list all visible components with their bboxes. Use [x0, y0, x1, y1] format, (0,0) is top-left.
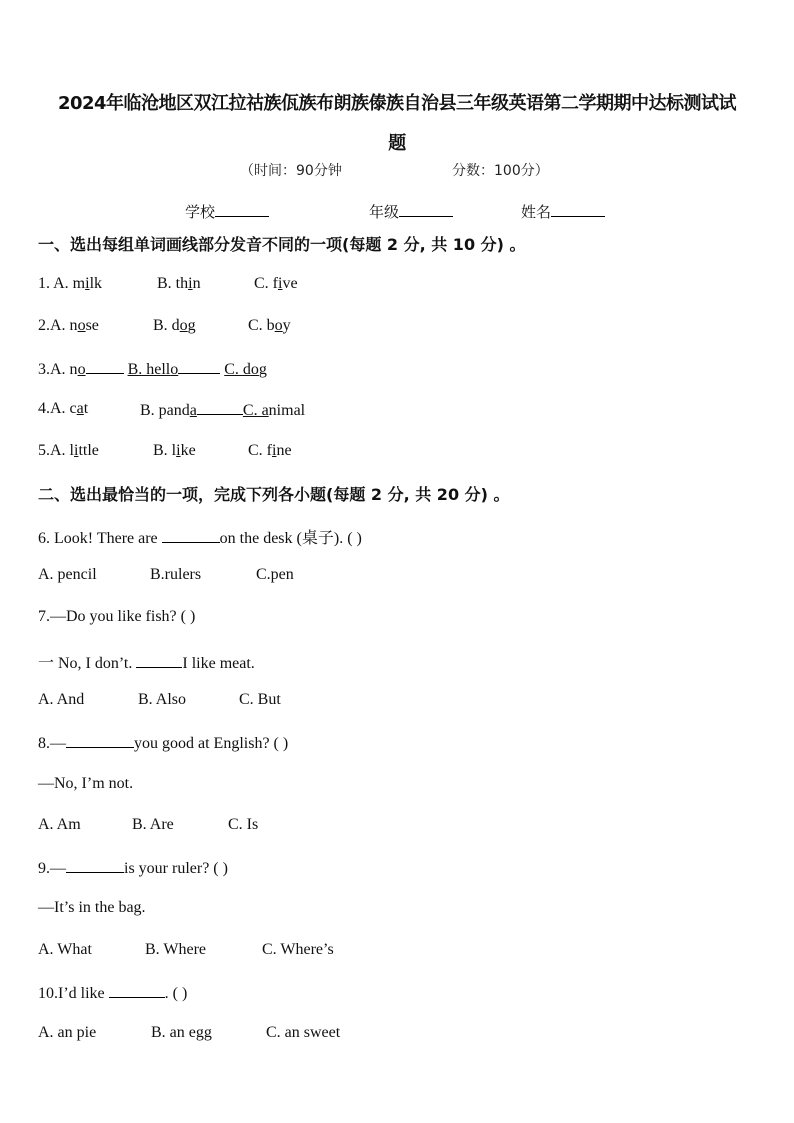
name-field: [521, 201, 605, 222]
grade-blank[interactable]: [399, 202, 453, 217]
question-number: 2.: [38, 317, 50, 334]
option-b: B. hello: [128, 361, 221, 378]
section-1-heading: 一、选出每组单词画线部分发音不同的一项(每题 2 分, 共 10 分) 。: [38, 235, 526, 254]
option-a: A. cat: [50, 400, 89, 417]
answer-blank[interactable]: [66, 858, 124, 873]
school-blank[interactable]: [215, 202, 269, 217]
option-a: A. no: [50, 361, 124, 378]
question-7-option-b: B. Also: [138, 691, 187, 708]
question-8-reply: —No, I’m not.: [38, 775, 134, 792]
question-number: 5.: [38, 442, 50, 459]
question-number: 4.: [38, 400, 50, 417]
question-8-option-a: A. Am: [38, 816, 81, 833]
question-6-option-c: C.pen: [256, 566, 294, 583]
answer-blank[interactable]: [109, 983, 165, 998]
question-6-option-a: A. pencil: [38, 566, 97, 583]
name-label: 姓名: [521, 203, 552, 221]
question-10-option-c: C. an sweet: [266, 1024, 341, 1041]
option-a: A. little: [50, 442, 99, 459]
question-9-option-a: A. What: [38, 941, 92, 958]
option-a: A. milk: [53, 275, 103, 292]
question-7: 7.—Do you like fish? ( ): [38, 608, 196, 625]
question-5-option-b: B. like: [153, 442, 196, 459]
question-2-option-c: C. boy: [248, 317, 291, 334]
answer-blank[interactable]: [162, 528, 220, 543]
question-3: [38, 359, 267, 379]
question-1: [38, 275, 102, 293]
title-line-1: 2024年临沧地区双江拉祜族佤族布朗族傣族自治县三年级英语第二学期期中达标测试试: [57, 93, 737, 114]
grade-field: [369, 201, 453, 222]
name-blank[interactable]: [551, 202, 605, 217]
exam-time: （时间：90分钟: [240, 163, 342, 179]
question-6: 6. Look! There are on the desk (桌子). ( ): [38, 530, 362, 547]
question-8-option-c: C. Is: [228, 816, 259, 833]
question-9: 9.— is your ruler? ( ): [38, 860, 228, 877]
question-6-option-b: B.rulers: [150, 566, 202, 583]
question-9-option-b: B. Where: [145, 941, 207, 958]
exam-title: [20, 84, 774, 164]
school-field: [185, 201, 269, 222]
school-label: 学校: [185, 203, 216, 221]
answer-blank[interactable]: [136, 653, 182, 668]
question-2: [38, 317, 99, 335]
question-2-option-b: B. dog: [153, 317, 196, 334]
question-1-option-c: C. five: [254, 275, 298, 292]
grade-label: 年级: [369, 203, 400, 221]
question-number: 1.: [38, 275, 50, 292]
question-8-option-b: B. Are: [132, 816, 174, 833]
question-number: 3.: [38, 361, 50, 378]
answer-blank[interactable]: [66, 733, 134, 748]
section-2-heading: 二、选出最恰当的一项，完成下列各小题(每题 2 分, 共 20 分) 。: [38, 485, 510, 504]
question-9-option-c: C. Where’s: [262, 941, 334, 958]
question-7-option-a: A. And: [38, 691, 85, 708]
question-7-option-c: C. But: [239, 691, 281, 708]
option-a: A. nose: [50, 317, 99, 334]
question-4-option-b: B. panda C. animal: [140, 402, 306, 419]
question-1-option-b: B. thin: [157, 275, 201, 292]
question-4: [38, 400, 88, 418]
question-10: 10.I’d like . ( ): [38, 985, 188, 1002]
question-9-reply: —It’s in the bag.: [38, 899, 146, 916]
question-10-option-a: A. an pie: [38, 1024, 97, 1041]
question-8: 8.— you good at English? ( ): [38, 735, 289, 752]
exam-score: 分数：100分）: [452, 163, 549, 179]
question-7-reply: 一 No, I don’t. I like meat.: [38, 655, 255, 672]
question-5: [38, 442, 99, 460]
question-5-option-c: C. fine: [248, 442, 292, 459]
option-c: C. dog: [224, 361, 267, 378]
question-10-option-b: B. an egg: [151, 1024, 212, 1041]
title-line-2: 题: [388, 133, 406, 154]
